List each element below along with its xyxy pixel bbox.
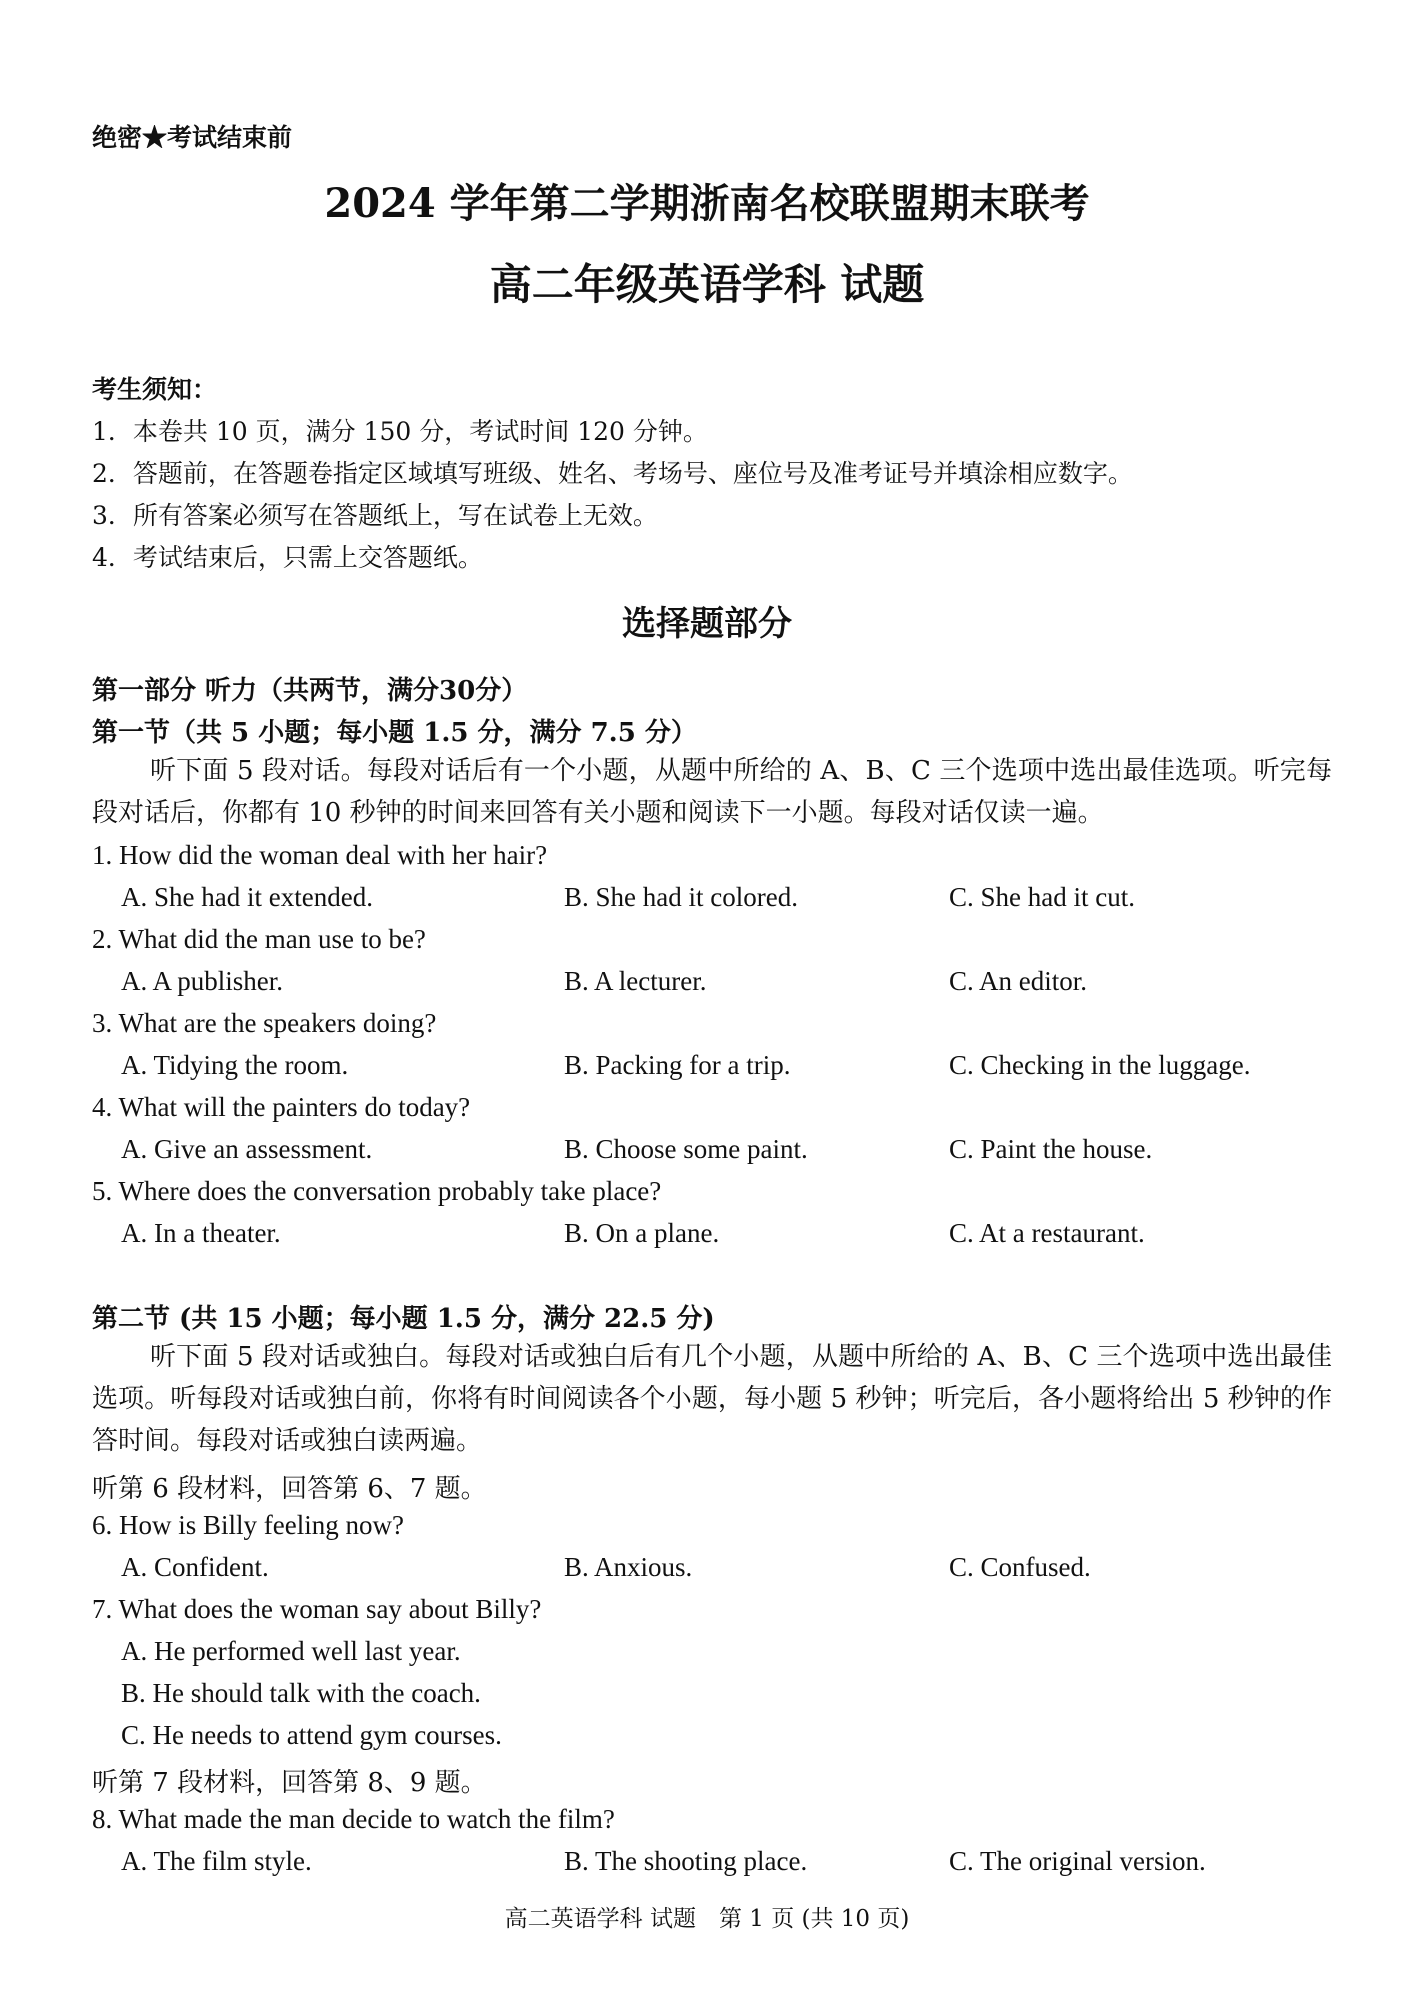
q1-option-c: C. She had it cut. — [949, 882, 1135, 912]
q4-option-b: B. Choose some paint. — [564, 1134, 808, 1164]
question-6: 6. How is Billy feeling now? — [92, 1510, 404, 1540]
exam-title: 2024 学年第二学期浙南名校联盟期末联考 — [324, 180, 1090, 227]
q6-option-a: A. Confident. — [121, 1552, 269, 1582]
exam-subtitle: 高二年级英语学科 试题 — [489, 260, 925, 309]
q8-option-c: C. The original version. — [949, 1846, 1206, 1876]
confidential-label: 绝密★考试结束前 — [92, 123, 293, 152]
question-8: 8. What made the man decide to watch the film? — [92, 1804, 615, 1834]
q8-option-a: A. The film style. — [121, 1846, 312, 1876]
q2-option-a: A. A publisher. — [121, 966, 284, 996]
q5-option-c: C. At a restaurant. — [949, 1218, 1145, 1248]
question-5: 5. Where does the conversation probably take place? — [92, 1176, 662, 1206]
notice-item: 1．本卷共 10 页，满分 150 分，考试时间 120 分钟。 — [92, 417, 708, 446]
section-title: 选择题部分 — [622, 604, 792, 644]
question-2: 2. What did the man use to be? — [92, 924, 426, 954]
section1-instructions: 听下面 5 段对话。每段对话后有一个小题，从题中所给的 A、B、C 三个选项中选出最佳选项。听完每段对话后，你都有 10 秒钟的时间来回答有关小题和阅读下一小题。每段对话仅读一遍。 — [92, 756, 1332, 828]
question-3: 3. What are the speakers doing? — [92, 1008, 437, 1038]
q7-option-c: C. He needs to attend gym courses. — [121, 1720, 502, 1750]
section2-heading: 第二节 (共 15 小题；每小题 1.5 分，满分 22.5 分) — [92, 1304, 715, 1334]
page-footer: 高二英语学科 试题 第 1 页 (共 10 页) — [504, 1906, 910, 1932]
material-7-note: 听第 7 段材料，回答第 8、9 题。 — [92, 1768, 487, 1798]
q3-option-a: A. Tidying the room. — [121, 1050, 349, 1080]
notice-item: 2．答题前，在答题卷指定区域填写班级、姓名、考场号、座位号及准考证号并填涂相应数字。 — [92, 459, 1133, 488]
q5-option-a: A. In a theater. — [121, 1218, 281, 1248]
part1-heading: 第一部分 听力（共两节，满分30分） — [92, 676, 528, 706]
q1-option-a: A. She had it extended. — [121, 882, 373, 912]
question-7: 7. What does the woman say about Billy? — [92, 1594, 542, 1624]
q5-option-b: B. On a plane. — [564, 1218, 720, 1248]
section1-heading: 第一节（共 5 小题；每小题 1.5 分，满分 7.5 分） — [92, 718, 697, 748]
q4-option-c: C. Paint the house. — [949, 1134, 1153, 1164]
q2-option-c: C. An editor. — [949, 966, 1088, 996]
q8-option-b: B. The shooting place. — [564, 1846, 808, 1876]
q7-option-a: A. He performed well last year. — [121, 1636, 461, 1666]
material-6-note: 听第 6 段材料，回答第 6、7 题。 — [92, 1474, 487, 1504]
q2-option-b: B. A lecturer. — [564, 966, 707, 996]
q7-option-b: B. He should talk with the coach. — [121, 1678, 481, 1708]
q6-option-b: B. Anxious. — [564, 1552, 693, 1582]
question-1: 1. How did the woman deal with her hair? — [92, 840, 548, 870]
notice-heading: 考生须知： — [92, 375, 218, 404]
q4-option-a: A. Give an assessment. — [121, 1134, 373, 1164]
q3-option-c: C. Checking in the luggage. — [949, 1050, 1251, 1080]
notice-item: 4．考试结束后，只需上交答题纸。 — [92, 543, 483, 572]
q3-option-b: B. Packing for a trip. — [564, 1050, 791, 1080]
question-4: 4. What will the painters do today? — [92, 1092, 471, 1122]
section2-instructions: 听下面 5 段对话或独白。每段对话或独白后有几个小题，从题中所给的 A、B、C 三个选项中选出最佳选项。听每段对话或独白前，你将有时间阅读各个小题，每小题 5 秒钟；听完后，各小题将给出 5 秒钟的作答时间。每段对话或独白读两遍。 — [92, 1342, 1332, 1456]
q6-option-c: C. Confused. — [949, 1552, 1091, 1582]
q1-option-b: B. She had it colored. — [564, 882, 798, 912]
notice-item: 3．所有答案必须写在答题纸上，写在试卷上无效。 — [92, 501, 658, 530]
